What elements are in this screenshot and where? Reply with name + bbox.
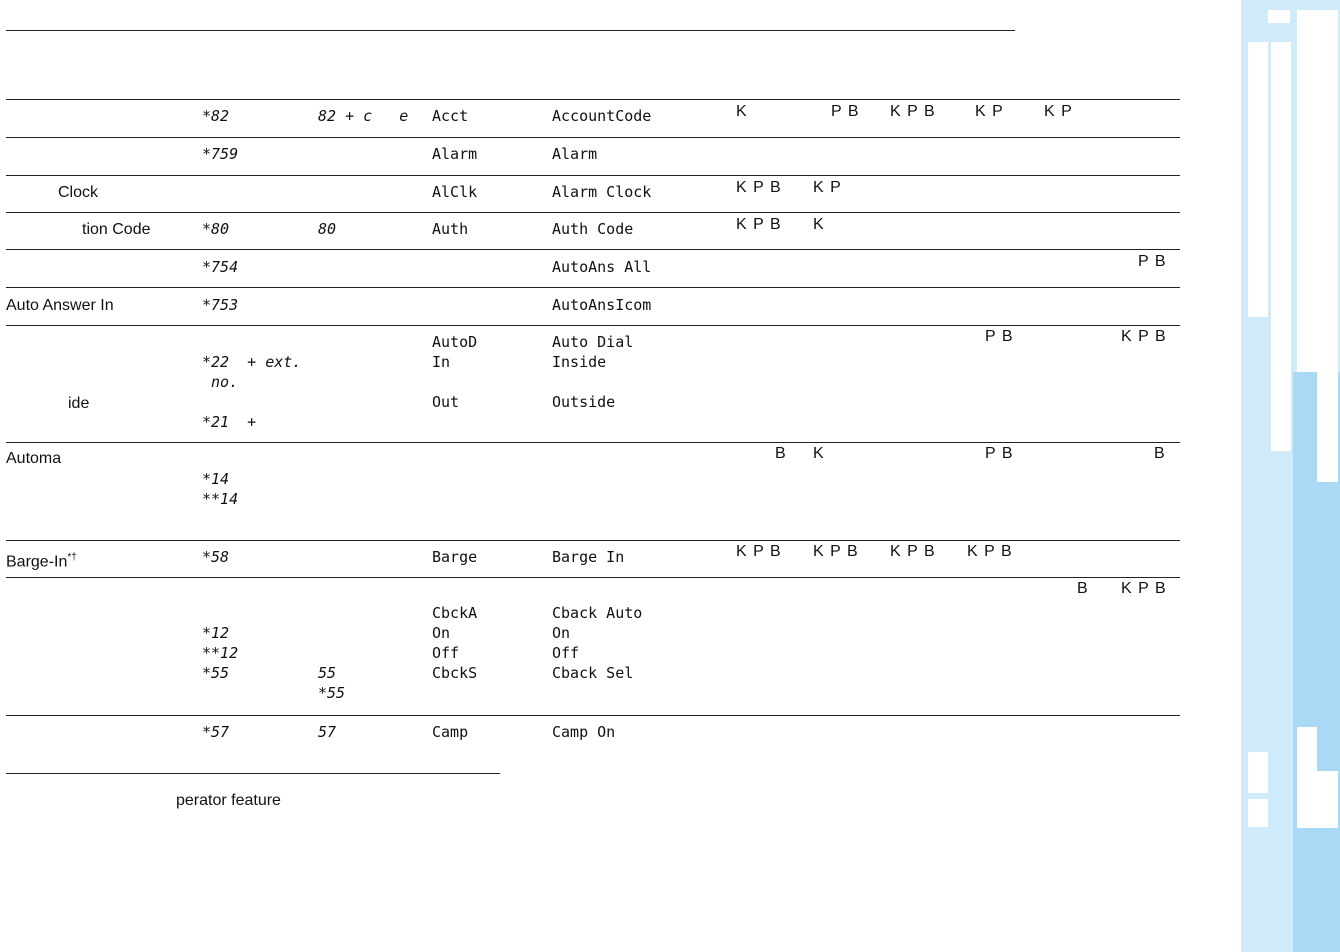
display-label-long: Inside — [552, 353, 607, 371]
display-label-long: AutoAnsIcom — [552, 296, 652, 314]
compatibility — [736, 579, 1180, 659]
compatibility — [736, 327, 1180, 407]
display-label-long: Off — [552, 644, 580, 662]
compat-mark: K P B — [736, 179, 782, 196]
feature-code-alt: 82 + c e — [318, 107, 409, 125]
feature-code-alt: *55 — [318, 684, 346, 702]
feature-code: *21 + — [202, 413, 257, 431]
display-label-long: Barge In — [552, 548, 625, 566]
table-row — [6, 578, 1180, 716]
table-row — [6, 326, 1180, 443]
feature-code: *14 — [202, 470, 230, 488]
feature-name — [6, 548, 77, 572]
side-tab-block — [1248, 42, 1268, 317]
side-tab-block — [1248, 799, 1268, 827]
compat-mark: K P B — [1121, 580, 1167, 597]
side-tab-block — [1268, 10, 1290, 23]
display-label-long: Auth Code — [552, 220, 634, 238]
compat-mark: K P B — [1121, 328, 1167, 345]
display-label: AutoD — [432, 333, 478, 351]
compat-mark: K P B — [890, 103, 936, 120]
footnote-mark: *† — [67, 552, 77, 563]
compat-mark: P B — [831, 103, 860, 120]
feature-name: ide — [68, 395, 90, 412]
feature-code: **12 — [202, 644, 239, 662]
table-row — [6, 288, 1180, 326]
display-label-long: Cback Sel — [552, 664, 634, 682]
compat-mark: K P — [975, 103, 1004, 120]
feature-code: *80 — [202, 220, 230, 238]
feature-code: **14 — [202, 490, 239, 508]
side-tab-block — [1317, 10, 1338, 482]
table-row — [6, 443, 1180, 541]
compat-mark: B — [1077, 580, 1089, 597]
side-tab-block — [1271, 42, 1291, 451]
display-label-long: Outside — [552, 393, 616, 411]
display-label: Barge — [432, 548, 478, 566]
display-label: CbckS — [432, 664, 478, 682]
feature-code: *58 — [202, 548, 230, 566]
feature-code: *753 — [202, 296, 239, 314]
display-label: Alarm — [432, 145, 478, 163]
table-row — [6, 138, 1180, 176]
top-rule — [6, 30, 1015, 31]
feature-code-alt: 80 — [318, 220, 337, 238]
display-label: AlClk — [432, 183, 478, 201]
display-label-long: Auto Dial — [552, 333, 634, 351]
table-row — [6, 176, 1180, 213]
compat-mark: P B — [985, 445, 1014, 462]
feature-code: *55 — [202, 664, 230, 682]
feature-code: *57 — [202, 723, 230, 741]
compat-mark: B — [775, 445, 787, 462]
display-label-long: Cback Auto — [552, 604, 643, 622]
display-label-long: Alarm — [552, 145, 598, 163]
display-label-long: On — [552, 624, 571, 642]
display-label: CbckA — [432, 604, 478, 622]
table-row — [6, 213, 1180, 250]
display-label: Acct — [432, 107, 469, 125]
display-label-long: AccountCode — [552, 107, 652, 125]
table-row — [6, 541, 1180, 578]
compat-mark: K P B — [890, 543, 936, 560]
side-tab-block — [1248, 752, 1268, 793]
feature-code-alt: 55 — [318, 664, 337, 682]
display-label-long: AutoAns All — [552, 258, 652, 276]
footnote-rule — [6, 773, 500, 774]
compat-mark: K P B — [736, 216, 782, 233]
display-label: In — [432, 353, 451, 371]
compat-mark: K P — [813, 179, 842, 196]
compat-mark: K — [813, 216, 825, 233]
display-label: Camp — [432, 723, 469, 741]
compat-mark: K — [813, 445, 825, 462]
compat-mark: K P B — [736, 543, 782, 560]
feature-code: *759 — [202, 145, 239, 163]
feature-code: *82 — [202, 107, 230, 125]
feature-code-alt: 57 — [318, 723, 337, 741]
footnote-text: perator feature — [176, 792, 281, 809]
display-label-long: Camp On — [552, 723, 616, 741]
feature-name: Auto Answer In — [6, 297, 114, 314]
feature-name: Clock — [58, 184, 99, 201]
feature-code: *12 — [202, 624, 230, 642]
compat-mark: B — [1154, 445, 1166, 462]
side-tab-block — [1297, 10, 1317, 372]
compat-mark: K P — [1044, 103, 1073, 120]
feature-name-text: Barge-In — [6, 553, 68, 571]
feature-code: *754 — [202, 258, 239, 276]
display-label-long: Alarm Clock — [552, 183, 652, 201]
feature-table — [6, 99, 1180, 760]
display-label: Out — [432, 393, 460, 411]
compat-mark: P B — [1138, 253, 1167, 270]
compat-mark: K P B — [967, 543, 1013, 560]
table-row — [6, 100, 1180, 138]
side-tab-block — [1297, 727, 1317, 828]
feature-code: *22 + ext. — [202, 353, 302, 371]
feature-name: tion Code — [82, 221, 151, 238]
display-label: Auth — [432, 220, 469, 238]
display-label: Off — [432, 644, 460, 662]
side-tab-block — [1317, 771, 1338, 828]
compat-mark: K — [736, 103, 748, 120]
compat-mark: P B — [985, 328, 1014, 345]
feature-code: no. — [202, 373, 239, 391]
compat-mark: K P B — [813, 543, 859, 560]
feature-name: Automa — [6, 450, 62, 467]
table-row — [6, 716, 1180, 760]
table-row — [6, 250, 1180, 288]
display-label: On — [432, 624, 451, 642]
